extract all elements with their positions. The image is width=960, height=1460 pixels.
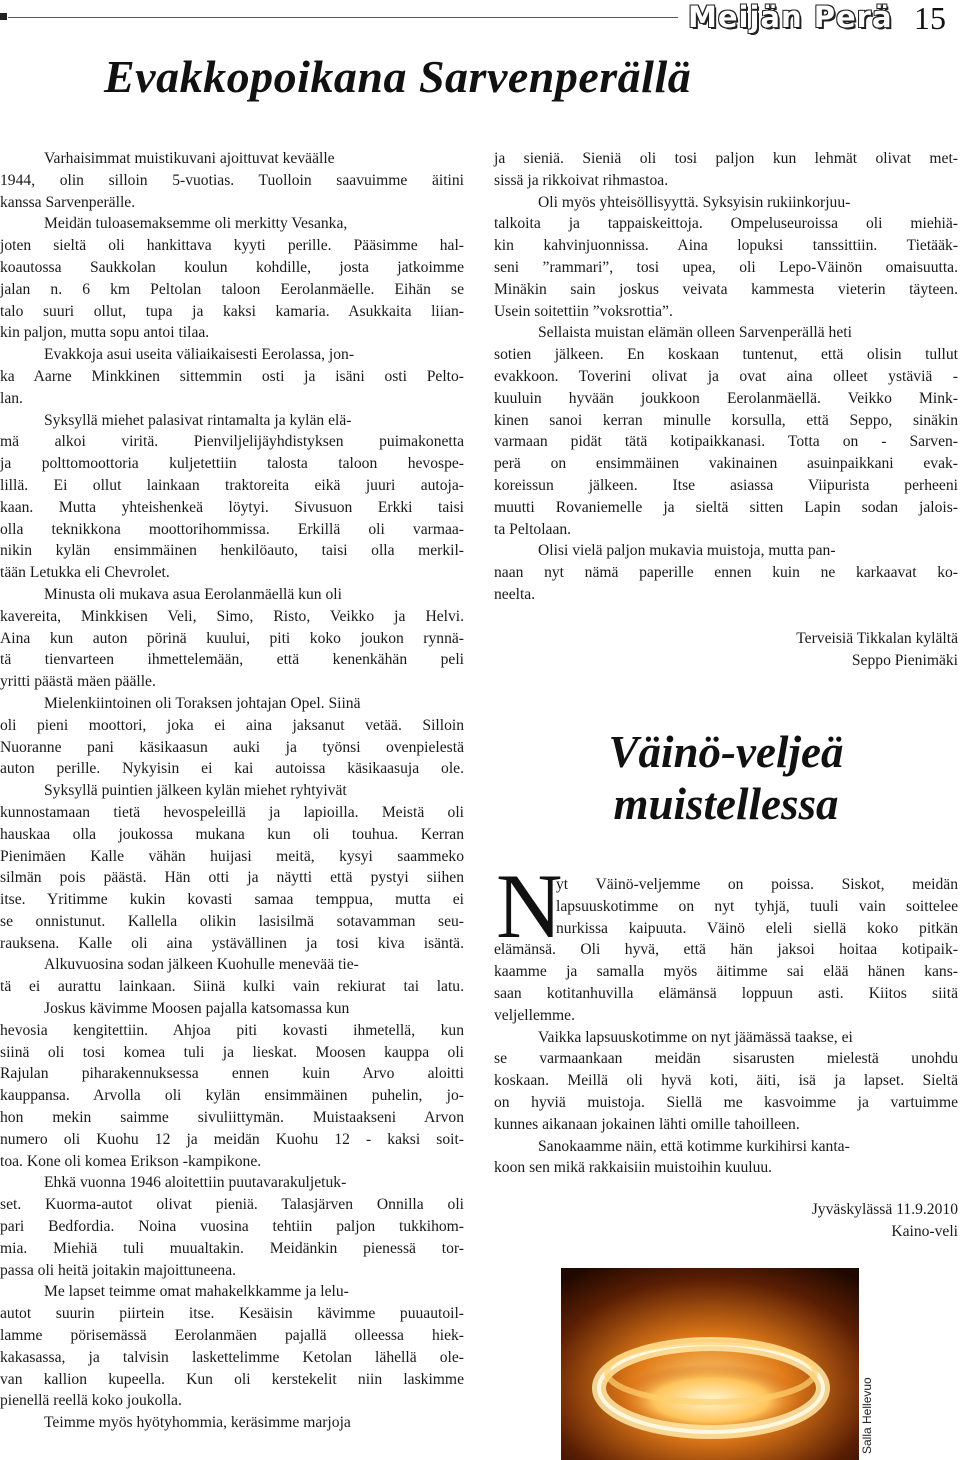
text-line: muutti Rovaniemelle ja sieltä sitten Lapin sodan jalois- [494,498,958,516]
text-line: kin paljon, mutta sopu antoi tilaa. [0,324,210,342]
text-line: Me lapset teimme omat mahakelkkamme ja lelu- [44,1283,349,1301]
text-line: rauksena. Kalle oli aina ystävällinen ja tosi kiva isäntä. [0,934,464,952]
page-number: 15 [914,0,946,36]
text-line: seni ”rammari”, tosi upea, oli Lepo-Väinön omaisuutta. [494,258,958,276]
text-line: kaan. Mutta yhteishenkeä löytyi. Sivusuon Erkki taisi [0,498,464,516]
text-line: mia. Miehiä tuli muualtakin. Meidänkin pienessä tor- [0,1239,464,1257]
article-signature [494,628,958,672]
text-line: veljellemme. [494,1006,575,1024]
text-line: tä ei aurattu lainkaan. Siinä kulki vain rekiurat tai latu. [0,978,464,996]
text-line: neelta. [494,585,536,603]
text-line: Aina kun auton pörinä kuului, piti koko joukon rynnä- [0,629,464,647]
text-line: kin kahvinjuonnissa. Aina lopuksi tanssittiin. Tietääk- [494,237,958,255]
text-line: kunnostamaan tietä hevospeleillä ja lapioilla. Meistä oli [0,803,464,821]
text-line: sotien jälkeen. En koskaan tuntenut, että olisin tullut [494,346,958,364]
text-line: oli pieni moottori, joka ei aina jaksanut vetää. Silloin [0,716,464,734]
text-line: naan nyt nämä paperille ennen kuin ne karkaavat ko- [494,564,958,582]
article2-title-line2: muistellessa [613,779,839,829]
header-rule [8,17,678,18]
text-line: pienellä reellä koko joukolla. [0,1392,182,1410]
text-line: Rajulan piharakennuksessa ennen kuin Arvo aloitti [0,1065,464,1083]
text-line: hon mekin saimme sivuliittymän. Muistaakseni Arvon [0,1109,464,1127]
text-line: elämänsä. Oli hyvä, että hän jaksoi hoitaa kotipaik- [494,941,958,959]
text-line: Ehkä vuonna 1946 aloitettiin puutavarakuljetuk- [44,1174,347,1192]
text-line: kaamme ja samalla myös äitimme sai elää hänen kans- [494,963,958,981]
text-line: kanssa Sarvenperälle. [0,193,136,211]
text-line: itse. Yritimme kukin kovasti samaa temppua, mutta ei [0,891,464,909]
article2-body [494,874,958,1243]
text-line: ja sieniä. Sieniä oli tosi paljon kun lehmät olivat met- [494,150,958,167]
text-line: talkoita ja tappaiskeittoja. Ompeluseuroissa oli miehiä- [494,215,958,233]
text-line: kakasassa, ja talvisin laskettelimme Ketolan lähellä ole- [0,1348,464,1366]
text-line: kinen sanoi kerran minulle korsulla, että Seppo, sinäkin [494,411,958,429]
text-line: Mielenkiintoinen oli Toraksen johtajan Opel. Siinä [44,694,361,712]
text-line: koreissun jälkeen. Itse asiassa Viipurista perheeni [494,476,958,494]
text-line: on hyviä muistoja. Siellä me kasvoimme ja vartuimme [494,1093,958,1111]
article-left-column [0,148,464,1434]
text-line: saan kotitanhuvilla elämänsä loppuun asti. Kiitos siitä [494,984,958,1002]
text-line: tä tienvarteen ihmettelemään, että kenenkähän peli [0,651,464,669]
article2-title [494,726,958,830]
signature-line: Seppo Pienimäki [851,651,958,669]
text-line: talo suuri ollut, tupa ja kaksi kamaria. Asukkaita liian- [0,302,464,320]
text-line: ka Aarne Minkkinen sittemmin osti ja isäni osti Pelto- [0,367,464,385]
text-line: se onnistunut. Kallella olikin lasisilmä sotavamman seu- [0,912,464,930]
text-line: toa. Kone oli komea Erikson -kampikone. [0,1152,262,1170]
text-line: Olisi vielä paljon mukavia muistoja, mutta pan- [538,542,836,560]
text-line: lamme pörisemässä Eerolanmäen pajallä olleessa hiek- [0,1327,464,1345]
text-line: hevosia kengitettiin. Ahjoa piti kovasti ihmetellä, kun [0,1021,464,1039]
signature-line: Kaino-veli [891,1222,958,1240]
text-line: kauppansa. Arvolla oli kylän ensimmäinen puhelin, jo- [0,1087,464,1105]
text-line: olla teknikkona moottorihommissa. Erkillä oli varmaa- [0,520,464,538]
photo-credit: Salla Hellevuo [860,1377,874,1454]
article2-title-line1: Väinö-veljeä [608,727,844,777]
text-line: Sanokaamme näin, että kotimme kurkihirsi kanta- [538,1137,850,1155]
text-line: Sellaista muistan elämän olleen Sarvenperällä heti [538,324,852,342]
signature-line: Terveisiä Tikkalan kylältä [796,629,958,647]
text-line: Alkuvuosina sodan jälkeen Kuohulle menevää tie- [44,956,359,974]
text-line: yritti päästä mäen päälle. [0,673,156,691]
text-line: sissä ja rikkoivat rihmastoa. [494,171,669,189]
text-line: Usein soitettiin ”voksrottia”. [494,302,673,320]
text-line: Syksyllä puintien jälkeen kylän miehet ryhtyivät [44,782,347,800]
text-line: ja polttomoottoria kuljetettiin talosta taloon hevospe- [0,455,464,473]
text-line: koautossa Saukkolan koulun kohdille, josta jatkoimme [0,258,464,276]
text-line: Evakkoja asui useita väliaikaisesti Eerolassa, jon- [44,346,355,364]
text-line: yt Väinö-veljemme on poissa. Siskot, meidän [556,876,958,893]
text-line: van kallion kupeella. Kun oli kerstekelit niin laskimme [0,1370,464,1388]
text-line: nurkissa kaipuuta. Väinö eleli siellä koko pitkän [556,919,958,937]
text-line: set. Kuorma-autot olivat pieniä. Talasjärven Onnilla oli [0,1196,464,1214]
candle-ring-image [561,1268,859,1460]
masthead-logo: Meijän Perä [688,0,893,34]
text-line: kuuluin hyvään joukkoon Eerolanmäellä. Veikko Mink- [494,389,958,407]
text-line: passa oli heitä joitakin majoittuneena. [0,1261,237,1279]
article2-signature [494,1199,958,1243]
text-line: mä alkoi viritä. Pienviljelijäyhdistyksen puimakonetta [0,433,464,451]
text-line: Syksyllä miehet palasivat rintamalta ja kylän elä- [44,411,352,429]
text-line: Minusta oli mukava asua Eerolanmäellä kun oli [44,585,342,603]
text-line: Minäkin sain joskus veivata kammesta vieterin täyteen. [494,280,958,298]
text-line: hauskaa olla joukossa mukana kun oli touhua. Kerran [0,825,464,843]
text-line: Varhaisimmat muistikuvani ajoittuvat keväälle [44,150,335,167]
text-line: numero oli Kuohu 12 ja meidän Kuohu 12 - kaksi soit- [0,1130,464,1148]
text-line: tään Letukka eli Chevrolet. [0,564,170,582]
article-right-column [494,148,958,671]
text-line: evakkoon. Toverini olivat ja ovat aina olleet ystäviä - [494,367,958,385]
text-line: auton perille. Nykyisin ei kai autoissa käsikaasuja ole. [0,760,464,778]
text-line: varmaan pidät tätä kotipaikkanasi. Totta on - Sarven- [494,433,958,451]
text-line: siinä oli tosi komea tuli ja lieskat. Moosen kauppa oli [0,1043,464,1061]
text-line: ta Peltolaan. [494,520,572,538]
text-line: se varmaankaan meidän sisarusten mielestä unohdu [494,1050,958,1068]
text-line: Oli myös yhteisöllisyyttä. Syksyisin rukiinkorjuu- [538,193,851,211]
text-line: autot suurin piirtein itse. Kesäisin kävimme puuautoil- [0,1305,464,1323]
text-line: Joskus kävimme Moosen pajalla katsomassa kun [44,1000,350,1018]
text-line: koskaan. Meillä oli hyvä koti, äiti, isä ja lapset. Sieltä [494,1072,958,1090]
text-line: Meidän tuloasemaksemme oli merkitty Vesanka, [44,215,348,233]
text-line: silmän pois päästä. Hän otti ja näytti että pystyi siihen [0,869,464,887]
text-line: lillä. Ei ollut lainkaan traktoreita eikä juuri autoja- [0,476,464,494]
text-line: kunnes aikanaan jokainen lähti omille tahoilleen. [494,1115,800,1133]
header-marker [0,13,7,20]
text-line: perä on ensimmäinen vakinainen asuinpaikkani evak- [494,455,958,473]
text-line: Pienimäen Kalle vähän huijasi meitä, kysyi saammeko [0,847,464,865]
text-line: nikin kylän ensimmäinen henkilöauto, taisi olla merkil- [0,542,464,560]
drop-cap: N [496,855,563,957]
article-title: Evakkopoikana Sarvenperällä [104,51,692,102]
text-line: joten sieltä oli hankittava kyyti perille. Pääsimme hal- [0,237,464,255]
text-line: lapsuuskotimme on nyt tyhjä, tuuli vain soittelee [556,897,958,915]
text-line: pari Bedfordia. Noina vuosina tehtiin paljon tukkihom- [0,1218,464,1236]
text-line: jalan n. 6 km Peltolan taloon Eerolanmäelle. Eihän se [0,280,464,298]
signature-line: Jyväskylässä 11.9.2010 [811,1201,958,1219]
text-line: lan. [0,389,23,407]
text-line: Nuoranne pani käsikaasun auki ja työnsi ovenpielestä [0,738,464,756]
candle-photo [561,1268,859,1460]
text-line: 1944, olin silloin 5-vuotias. Tuolloin saavuimme äitini [0,171,464,189]
text-line: koon sen mikä rakkaisiin muistoihin kuuluu. [494,1159,773,1177]
text-line: kavereita, Minkkisen Veli, Simo, Risto, Veikko ja Helvi. [0,607,464,625]
text-line: Teimme myös hyötyhommia, keräsimme marjoja [44,1414,351,1432]
text-line: Vaikka lapsuuskotimme on nyt jäämässä taakse, ei [538,1028,853,1046]
